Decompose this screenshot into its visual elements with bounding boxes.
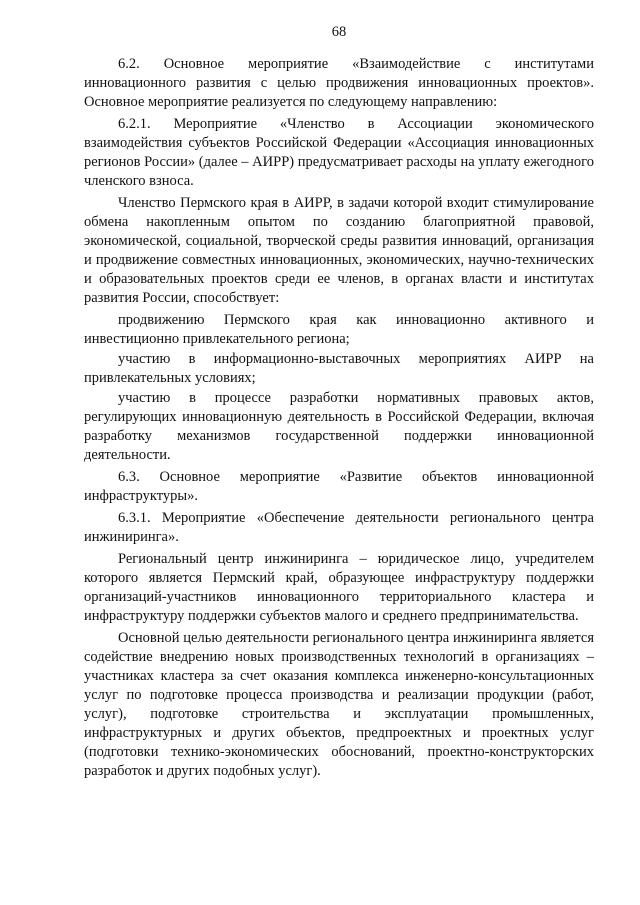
paragraph-6-3-1: 6.3.1. Мероприятие «Обеспечение деятельности регионального центра инжиниринга». xyxy=(84,510,594,545)
paragraph-engineering-center: Региональный центр инжиниринга – юридическое лицо, учредителем которого является Пермский край, образующее инфраструктуру поддержки организаций-участников инновационного территориального кластера и инфраструктуру поддержки субъектов малого и среднего предпринимательства. xyxy=(84,551,594,624)
list-item-legislation: участию в процессе разработки нормативных правовых актов, регулирующих инновационную деятельность в Российской Федерации, включая разработку механизмов государственной поддержки инновационной деятельности. xyxy=(84,390,594,463)
paragraph-engineering-goal: Основной целью деятельности регионального центра инжиниринга является содействие внедрению новых производственных технологий в организациях – участниках кластера за счет оказания комплекса инженерно-консультационных услуг по подготовке процесса производства и реализации продукции (работ, услуг), подготовке строительства и эксплуатации промышленных, инфраструктурных и других объектов, предпроектных и проектных услуг (подготовки технико-экономических обоснований, проектно-конструкторских разработок и других подобных услуг). xyxy=(84,630,594,779)
paragraph-6-2-1: 6.2.1. Мероприятие «Членство в Ассоциации экономического взаимодействия субъектов Российской Федерации «Ассоциация инновационных регионов России» (далее – АИРР) предусматривает расходы на уплату ежегодного членского взноса. xyxy=(84,116,594,189)
paragraph-6-2: 6.2. Основное мероприятие «Взаимодействие с институтами инновационного развития с целью продвижения инновационных проектов». Основное мероприятие реализуется по следующему направлению: xyxy=(84,56,594,110)
list-item-exhibitions: участию в информационно-выставочных мероприятиях АИРР на привлекательных условиях; xyxy=(84,351,594,386)
list-item-promotion: продвижению Пермского края как инновационно активного и инвестиционно привлекательного региона; xyxy=(84,312,594,347)
paragraph-airr-membership: Членство Пермского края в АИРР, в задачи которой входит стимулирование обмена накопленным опытом по созданию благоприятной правовой, экономической, социальной, творческой среды развития инноваций, организация и продвижение совместных инновационных, экономических, научно-технических и образовательных проектов среди ее членов, в органах власти и институтах развития России, способствует: xyxy=(84,195,594,306)
paragraph-6-3: 6.3. Основное мероприятие «Развитие объектов инновационной инфраструктуры». xyxy=(84,469,594,504)
page-number: 68 xyxy=(331,24,347,40)
